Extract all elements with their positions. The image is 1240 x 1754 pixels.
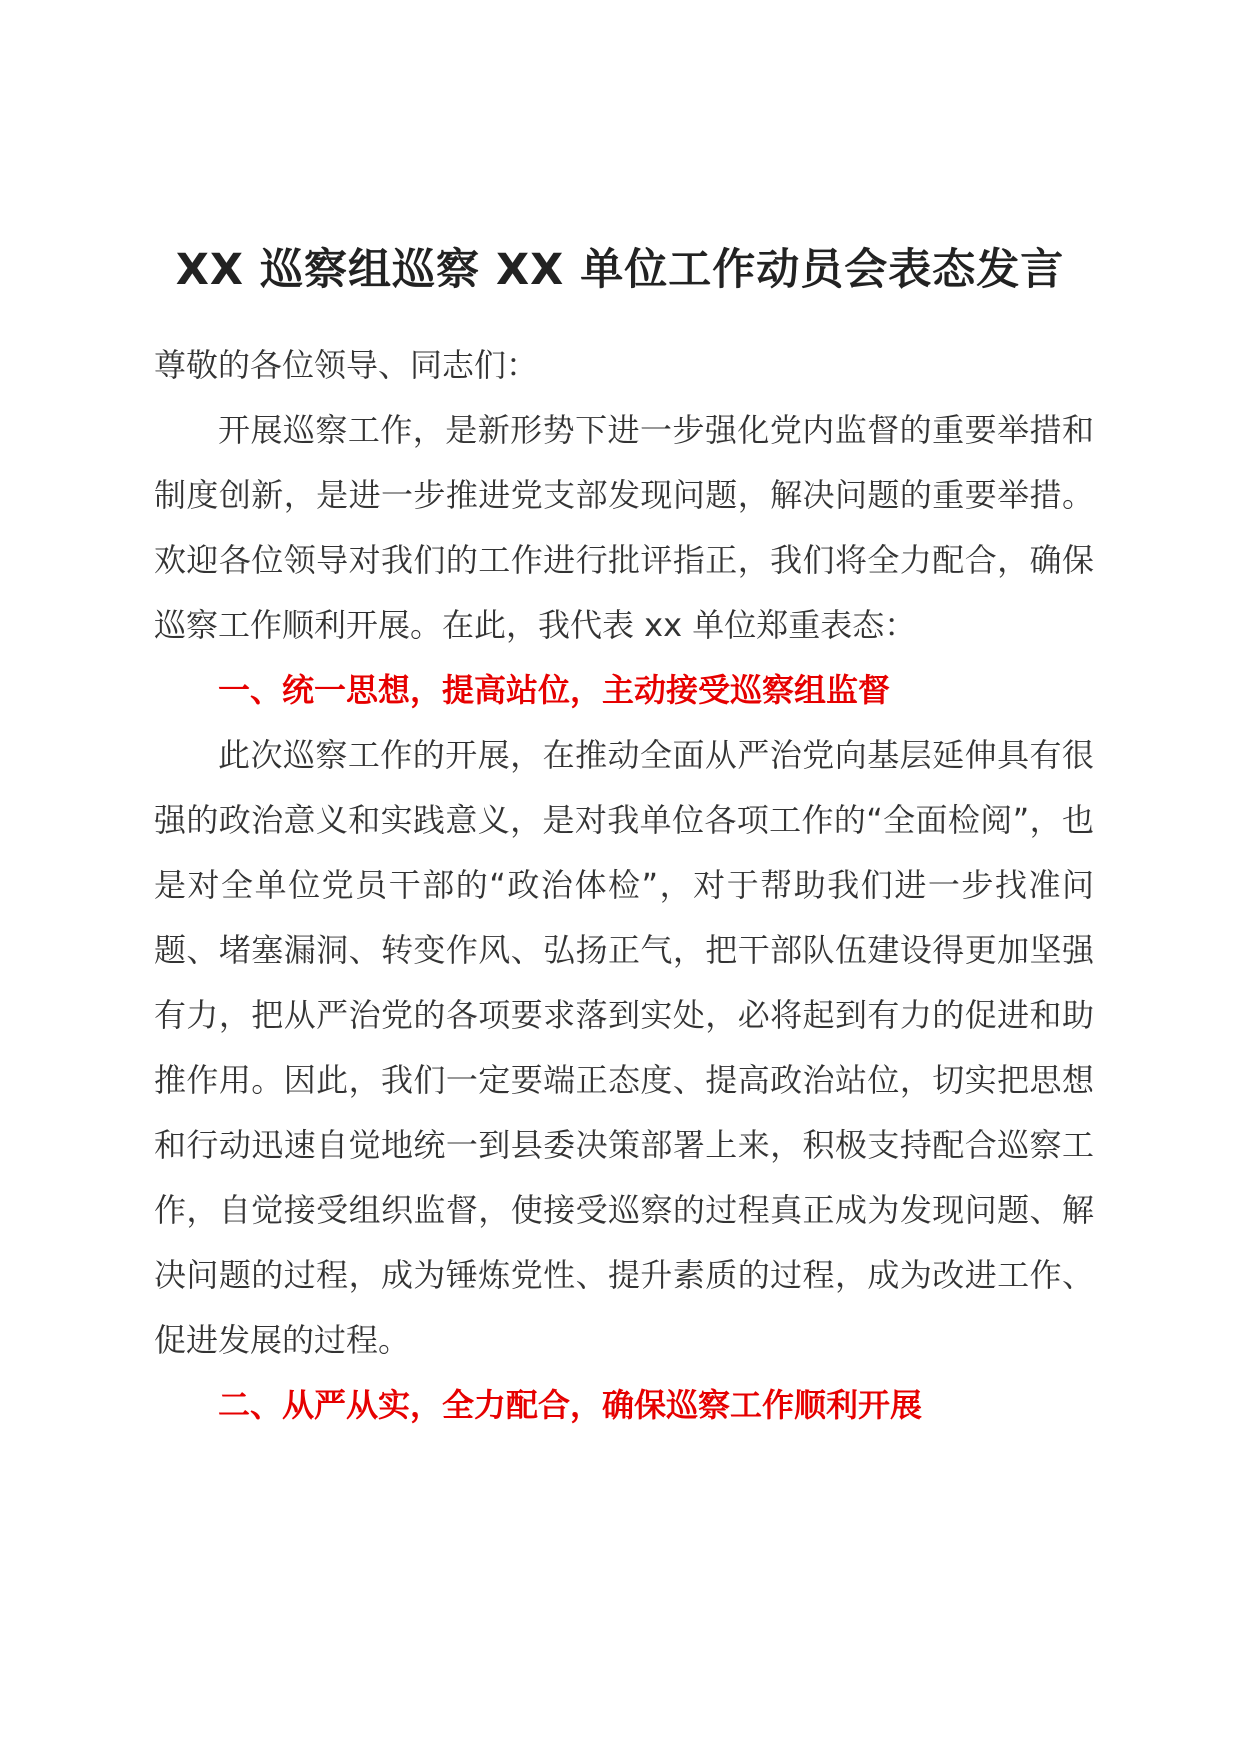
section-heading-1: 一、统一思想，提高站位，主动接受巡察组监督 — [218, 671, 891, 709]
document-title: XX 巡察组巡察 XX 单位工作动员会表态发言 — [175, 245, 1065, 295]
section-heading-2: 二、从严从实，全力配合，确保巡察工作顺利开展 — [218, 1386, 923, 1424]
salutation: 尊敬的各位领导、同志们： — [154, 346, 539, 384]
paragraph-intro: 开展巡察工作，是新形势下进一步强化党内监督的重要举措和制度创新，是进一步推进党支部发现问题，解决问题的重要举措。欢迎各位领导对我们的工作进行批评指正，我们将全力配合，确保巡察工作顺利开展。在此，我代表 xx 单位郑重表态： — [154, 411, 1094, 644]
document-body — [154, 333, 1094, 1438]
paragraph-section-1: 此次巡察工作的开展，在推动全面从严治党向基层延伸具有很强的政治意义和实践意义，是对我单位各项工作的“全面检阅”，也是对全单位党员干部的“政治体检”，对于帮助我们进一步找准问题、堵塞漏洞、转变作风、弘扬正气，把干部队伍建设得更加坚强有力，把从严治党的各项要求落到实处，必将起到有力的促进和助推作用。因此，我们一定要端正态度、提高政治站位，切实把思想和行动迅速自觉地统一到县委决策部署上来，积极支持配合巡察工作，自觉接受组织监督，使接受巡察的过程真正成为发现问题、解决问题的过程，成为锤炼党性、提升素质的过程，成为改进工作、促进发展的过程。 — [154, 736, 1094, 1359]
